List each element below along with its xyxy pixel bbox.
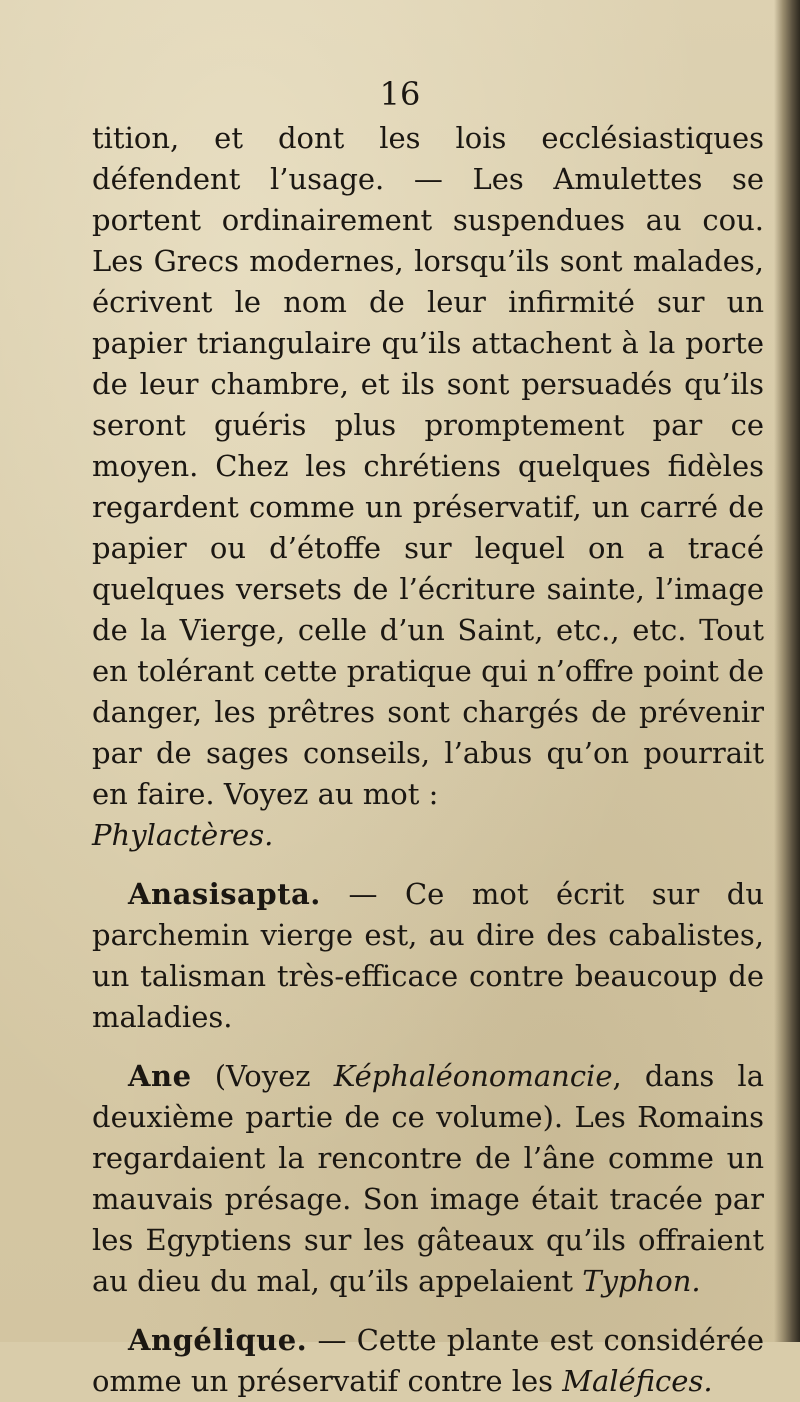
entry-text: , dans la deuxième partie de ce volume). Les Romains regardaient la rencontre de l’âne comme un mauvais présage. Son image était tracée par les Egyptiens sur les gâteaux qu’ils offraient au dieu du mal, qu’ils appelaient [92,1059,764,1298]
page-edge-shadow [774,0,800,1342]
entry-text: (Voyez [191,1059,334,1093]
paragraph-text: tition, et dont les lois ecclésiastiques défendent l’usage. — Les Amulettes se portent ordinairement suspendues au cou. Les Grecs modernes, lorsqu’ils sont malades, écrivent le nom de leur infirmité sur un papier triangulaire qu’ils attachent à la porte de leur chambre, et ils sont persuadés qu’ils seront guéris plus promptement par ce moyen. Chez les chrétiens quelques fidèles regardent comme un préservatif, un carré de papier ou d’étoffe sur lequel on a tracé quelques versets de l’écriture sainte, l’image de la Vierge, celle d’un Saint, etc., etc. Tout en tolérant cette pratique qui n’offre point de danger, les prêtres sont chargés de prévenir par de sages conseils, l’abus qu’on pourrait en faire. Voyez au mot : [92,121,764,811]
page-number: 16 [379,75,421,113]
cross-reference: Képhaléonomancie [333,1059,613,1093]
entry-text: — Cette plante est considérée omme un préservatif contre les [92,1323,764,1398]
entry-headword: Ane [128,1059,192,1093]
entry-headword: Anasisapta. [128,877,321,911]
entry-anasisapta [92,874,764,1038]
page-body [92,118,764,1402]
entry-headword: Angélique. [128,1323,308,1357]
paragraph-amulettes [92,118,764,856]
italic-name: Typhon. [582,1264,701,1298]
cross-reference: Maléfices. [562,1364,713,1398]
entry-ane [92,1056,764,1302]
cross-reference: Phylactères. [92,818,274,852]
entry-angelique [92,1320,764,1402]
entry-text: — Ce mot écrit sur du parchemin vierge est, au dire des cabalistes, un talisman très-efficace contre beaucoup de maladies. [92,877,764,1034]
